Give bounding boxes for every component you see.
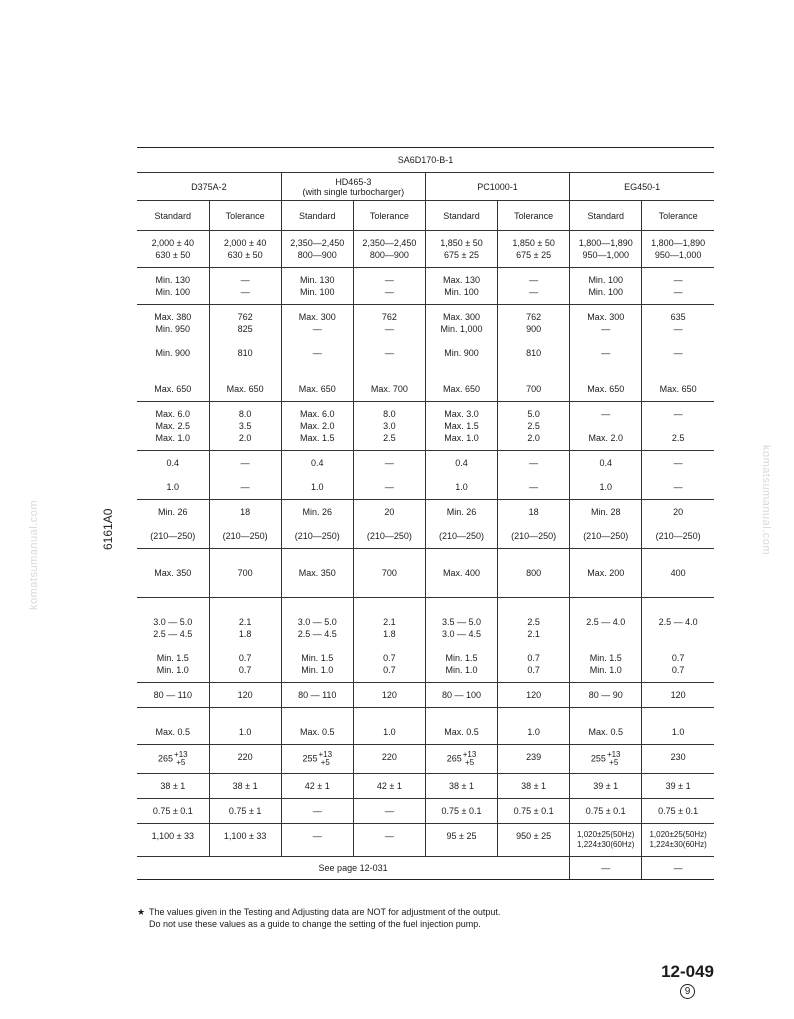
table-cell: 0.4 1.0 [137, 451, 209, 500]
table-row [137, 824, 714, 857]
table-row [137, 451, 714, 500]
table-cell: 0.4 1.0 [570, 451, 642, 500]
revision-circle: 9 [680, 984, 695, 999]
table-cell: 239 [498, 745, 570, 774]
table-cell: 39 ± 1 [642, 774, 714, 799]
table-cell: — — [209, 268, 281, 305]
table-cell: 38 ± 1 [498, 774, 570, 799]
table-cell: 0.75 ± 0.1 [137, 799, 209, 824]
note-line-1: The values given in the Testing and Adjusting data are NOT for adjustment of the output. [149, 907, 501, 917]
table-cell: 0.75 ± 0.1 [498, 799, 570, 824]
table-row [137, 745, 714, 774]
table-cell: 950 ± 25 [498, 824, 570, 857]
table-cell: — — [353, 451, 425, 500]
table-cell: 1,800—1,890 950—1,000 [570, 231, 642, 268]
table-cell: 0.75 ± 0.1 [570, 799, 642, 824]
table-cell: 255 +13 +5 [281, 745, 353, 774]
table-cell: 80 — 110 [281, 683, 353, 708]
table-cell: 1.0 [642, 708, 714, 745]
table-cell: 80 — 90 [570, 683, 642, 708]
table-cell: Max. 300 — — Max. 650 [570, 305, 642, 402]
table-cell: 8.0 3.5 2.0 [209, 402, 281, 451]
table-row [137, 799, 714, 824]
table-cell: Min. 130 Min. 100 [281, 268, 353, 305]
table-cell: 1,850 ± 50 675 ± 25 [498, 231, 570, 268]
table-cell: 1,100 ± 33 [137, 824, 209, 857]
table-cell: 80 — 100 [425, 683, 497, 708]
column-subheader: Tolerance [209, 201, 281, 231]
table-cell: 38 ± 1 [425, 774, 497, 799]
table-cell: 80 — 110 [137, 683, 209, 708]
table-cell: 38 ± 1 [209, 774, 281, 799]
table-cell: 5.0 2.5 2.0 [498, 402, 570, 451]
table-cell: 1.0 [498, 708, 570, 745]
table-row [137, 774, 714, 799]
table-cell: Min. 26 (210—250) [137, 500, 209, 549]
table-row [137, 402, 714, 451]
table-cell: 3.0 — 5.0 2.5 — 4.5 Min. 1.5 Min. 1.0 [281, 598, 353, 683]
footer-note: See page 12-031 [137, 857, 570, 880]
table-cell: 95 ± 25 [425, 824, 497, 857]
table-cell: 0.75 ± 0.1 [642, 799, 714, 824]
table-cell: — [281, 824, 353, 857]
table-cell: 762 — — Max. 700 [353, 305, 425, 402]
watermark-right: komatsumanual.com [760, 445, 772, 555]
table-cell: 2.5 — 4.0 0.7 0.7 [642, 598, 714, 683]
table-cell: — [353, 799, 425, 824]
table-cell: Max. 130 Min. 100 [425, 268, 497, 305]
table-cell: 20 (210—250) [642, 500, 714, 549]
table-cell: 1,100 ± 33 [209, 824, 281, 857]
table-cell: 762 825 810 Max. 650 [209, 305, 281, 402]
column-subheader: Tolerance [642, 201, 714, 231]
table-cell: 0.75 ± 0.1 [425, 799, 497, 824]
table-cell: — [642, 857, 714, 880]
table-cell: 3.5 — 5.0 3.0 — 4.5 Min. 1.5 Min. 1.0 [425, 598, 497, 683]
spec-table-container [137, 147, 714, 880]
table-cell: 120 [642, 683, 714, 708]
table-cell: 0.4 1.0 [425, 451, 497, 500]
table-cell: Max. 400 [425, 549, 497, 598]
table-row [137, 708, 714, 745]
column-subheader: Standard [281, 201, 353, 231]
table-cell: — 2.5 [642, 402, 714, 451]
table-cell: 2.5 2.1 0.7 0.7 [498, 598, 570, 683]
table-cell: 0.4 1.0 [281, 451, 353, 500]
table-cell: — — [642, 451, 714, 500]
table-row [137, 231, 714, 268]
table-cell: 265 +13 +5 [425, 745, 497, 774]
table-cell: 265 +13 +5 [137, 745, 209, 774]
table-cell: 700 [209, 549, 281, 598]
column-subheader: Tolerance [498, 201, 570, 231]
table-cell: Min. 100 Min. 100 [570, 268, 642, 305]
page-number: 12-049 [661, 962, 714, 981]
table-row [137, 598, 714, 683]
table-cell: Max. 0.5 [570, 708, 642, 745]
column-subheader: Standard [425, 201, 497, 231]
table-cell: 1.0 [209, 708, 281, 745]
table-cell: — [281, 799, 353, 824]
watermark-left: komatsumanual.com [28, 500, 40, 610]
table-cell: 20 (210—250) [353, 500, 425, 549]
table-cell: Min. 26 (210—250) [425, 500, 497, 549]
table-row [137, 683, 714, 708]
table-cell: — — [642, 268, 714, 305]
table-cell: — — [353, 268, 425, 305]
table-cell: 120 [498, 683, 570, 708]
table-cell: Max. 0.5 [425, 708, 497, 745]
table-cell: 8.0 3.0 2.5 [353, 402, 425, 451]
table-cell: 635 — — Max. 650 [642, 305, 714, 402]
table-cell: 39 ± 1 [570, 774, 642, 799]
table-cell: 3.0 — 5.0 2.5 — 4.5 Min. 1.5 Min. 1.0 [137, 598, 209, 683]
table-cell: — — [209, 451, 281, 500]
table-cell: — — [498, 268, 570, 305]
table-cell: Max. 3.0 Max. 1.5 Max. 1.0 [425, 402, 497, 451]
table-cell: 2,350—2,450 800—900 [281, 231, 353, 268]
star-icon: ★ [137, 907, 146, 917]
table-cell: 400 [642, 549, 714, 598]
table-cell: — [570, 857, 642, 880]
table-cell: 2,350—2,450 800—900 [353, 231, 425, 268]
table-cell: Min. 130 Min. 100 [137, 268, 209, 305]
table-cell: 1,850 ± 50 675 ± 25 [425, 231, 497, 268]
model-header: HD465-3 (with single turbocharger) [281, 173, 425, 201]
table-cell: — [353, 824, 425, 857]
table-row [137, 500, 714, 549]
model-header: D375A-2 [137, 173, 281, 201]
table-cell: Max. 380 Min. 950 Min. 900 Max. 650 [137, 305, 209, 402]
model-header: EG450-1 [570, 173, 714, 201]
table-cell: 230 [642, 745, 714, 774]
table-cell: 2,000 ± 40 630 ± 50 [137, 231, 209, 268]
table-cell: — Max. 2.0 [570, 402, 642, 451]
table-cell: Min. 26 (210—250) [281, 500, 353, 549]
table-cell: 2.1 1.8 0.7 0.7 [353, 598, 425, 683]
table-cell: 800 [498, 549, 570, 598]
side-code: 6161A0 [101, 508, 115, 550]
table-row [137, 305, 714, 402]
table-cell: Max. 200 [570, 549, 642, 598]
table-row [137, 268, 714, 305]
table-cell: Max. 6.0 Max. 2.0 Max. 1.5 [281, 402, 353, 451]
note-line-2: Do not use these values as a guide to change the setting of the fuel injection pump. [149, 919, 481, 929]
table-cell: Max. 6.0 Max. 2.5 Max. 1.0 [137, 402, 209, 451]
table-cell: Max. 0.5 [281, 708, 353, 745]
table-cell: 18 (210—250) [209, 500, 281, 549]
column-subheader: Tolerance [353, 201, 425, 231]
column-subheader: Standard [570, 201, 642, 231]
table-cell: 1,020±25(50Hz) 1,224±30(60Hz) [642, 824, 714, 857]
table-cell: 762 900 810 700 [498, 305, 570, 402]
table-cell: 0.75 ± 1 [209, 799, 281, 824]
table-cell: 1,800—1,890 950—1,000 [642, 231, 714, 268]
table-cell: 255 +13 +5 [570, 745, 642, 774]
table-cell: 120 [353, 683, 425, 708]
spec-table [137, 147, 714, 880]
table-cell: 38 ± 1 [137, 774, 209, 799]
notes [137, 906, 500, 930]
engine-model-title: SA6D170-B-1 [137, 148, 714, 173]
table-cell: Min. 28 (210—250) [570, 500, 642, 549]
table-cell: 18 (210—250) [498, 500, 570, 549]
table-cell: 220 [353, 745, 425, 774]
table-cell: 2.5 — 4.0 Min. 1.5 Min. 1.0 [570, 598, 642, 683]
table-cell: 120 [209, 683, 281, 708]
table-cell: 220 [209, 745, 281, 774]
table-row [137, 549, 714, 598]
table-cell: Max. 350 [281, 549, 353, 598]
column-subheader: Standard [137, 201, 209, 231]
table-cell: 1.0 [353, 708, 425, 745]
table-cell: 42 ± 1 [281, 774, 353, 799]
table-cell: Max. 350 [137, 549, 209, 598]
table-cell: 2,000 ± 40 630 ± 50 [209, 231, 281, 268]
table-cell: Max. 0.5 [137, 708, 209, 745]
table-cell: 42 ± 1 [353, 774, 425, 799]
table-cell: 1,020±25(50Hz) 1,224±30(60Hz) [570, 824, 642, 857]
table-cell: — — [498, 451, 570, 500]
table-cell: Max. 300 — — Max. 650 [281, 305, 353, 402]
model-header: PC1000-1 [425, 173, 569, 201]
table-cell: 2.1 1.8 0.7 0.7 [209, 598, 281, 683]
table-cell: Max. 300 Min. 1,000 Min. 900 Max. 650 [425, 305, 497, 402]
table-cell: 700 [353, 549, 425, 598]
